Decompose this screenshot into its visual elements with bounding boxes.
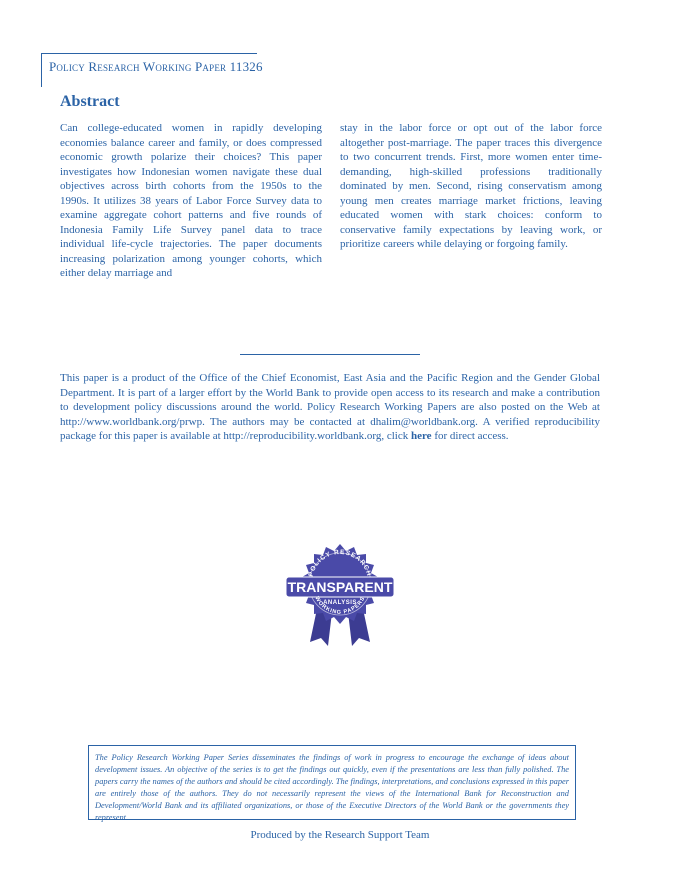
product-note-text-end: for direct access. (431, 430, 509, 442)
badge-graphic (282, 538, 398, 650)
badge-top-text: POLICY RESEARCH (307, 548, 373, 578)
series-title: Policy Research Working Paper 11326 (49, 59, 263, 74)
disclaimer-box (88, 745, 576, 820)
abstract-heading: Abstract (60, 93, 120, 110)
badge-bottom-text: WORKING PAPERS (313, 595, 367, 616)
reproducibility-link[interactable]: here (410, 430, 432, 442)
abstract-column-left: Can college-educated women in rapidly developing economies balance career and family, or does compressed economic growth polarize their choices? This paper investigates how Indonesian women navigate these dual objectives across birth cohorts from the 1950s to the 1990s. It utilizes 38 years of Labor Force Survey data to examine aggregate cohort patterns and five rounds of Indonesia Family Life Survey panel data to trace individual life-cycle trajectories. The paper documents increasing polarization among younger cohorts, which either delay marriage and (60, 122, 322, 279)
section-divider (240, 354, 420, 355)
disclaimer-text: The Policy Research Working Paper Series disseminates the findings of work in progress to encourage the exchange of ideas about development issues. An objective of the series is to get the findings out quickly, even if the presentations are less than fully polished. The papers carry the names of the authors and should be cited accordingly. The findings, interpretations, and conclusions expressed in this paper are entirely those of the authors. They do not necessarily represent the views of the International Bank for Reconstruction and Development/World Bank and its affiliated organizations, or those of the Executive Directors of the World Bank or the governments they represent. (95, 753, 569, 822)
series-header-box (41, 53, 263, 87)
abstract-column-right: stay in the labor force or opt out of the labor force altogether post-marriage. The paper traces this divergence to two concurrent trends. First, more women enter time-demanding, high-skilled professions traditionally dominated by men. Second, rising conservatism among young men creates marriage market frictions, leaving educated women with stark choices: conform to conservative family expectations by leaving work, or prioritize careers while delaying or forgoing family. (340, 122, 602, 250)
footer-credit: Produced by the Research Support Team (250, 829, 430, 841)
badge-sub-text: ANALYSIS (323, 600, 357, 606)
product-note-text: This paper is a product of the Office of the Chief Economist, East Asia and the Pacific Region and the Gender Global Department. It is part of a larger effort by the World Bank to provide open access to its research and make a contribution to development policy discussions around the world. Policy Research Working Papers are also posted on the Web at http://www.worldbank.org/prwp. The authors may be contacted at dhalim@worldbank.org. A verified reproducibility package for this paper is available at http://reproducibility.worldbank.org, click (60, 372, 600, 442)
transparent-analysis-badge (282, 538, 398, 650)
badge-main-text: TRANSPARENT (287, 579, 393, 595)
product-note (60, 371, 600, 444)
